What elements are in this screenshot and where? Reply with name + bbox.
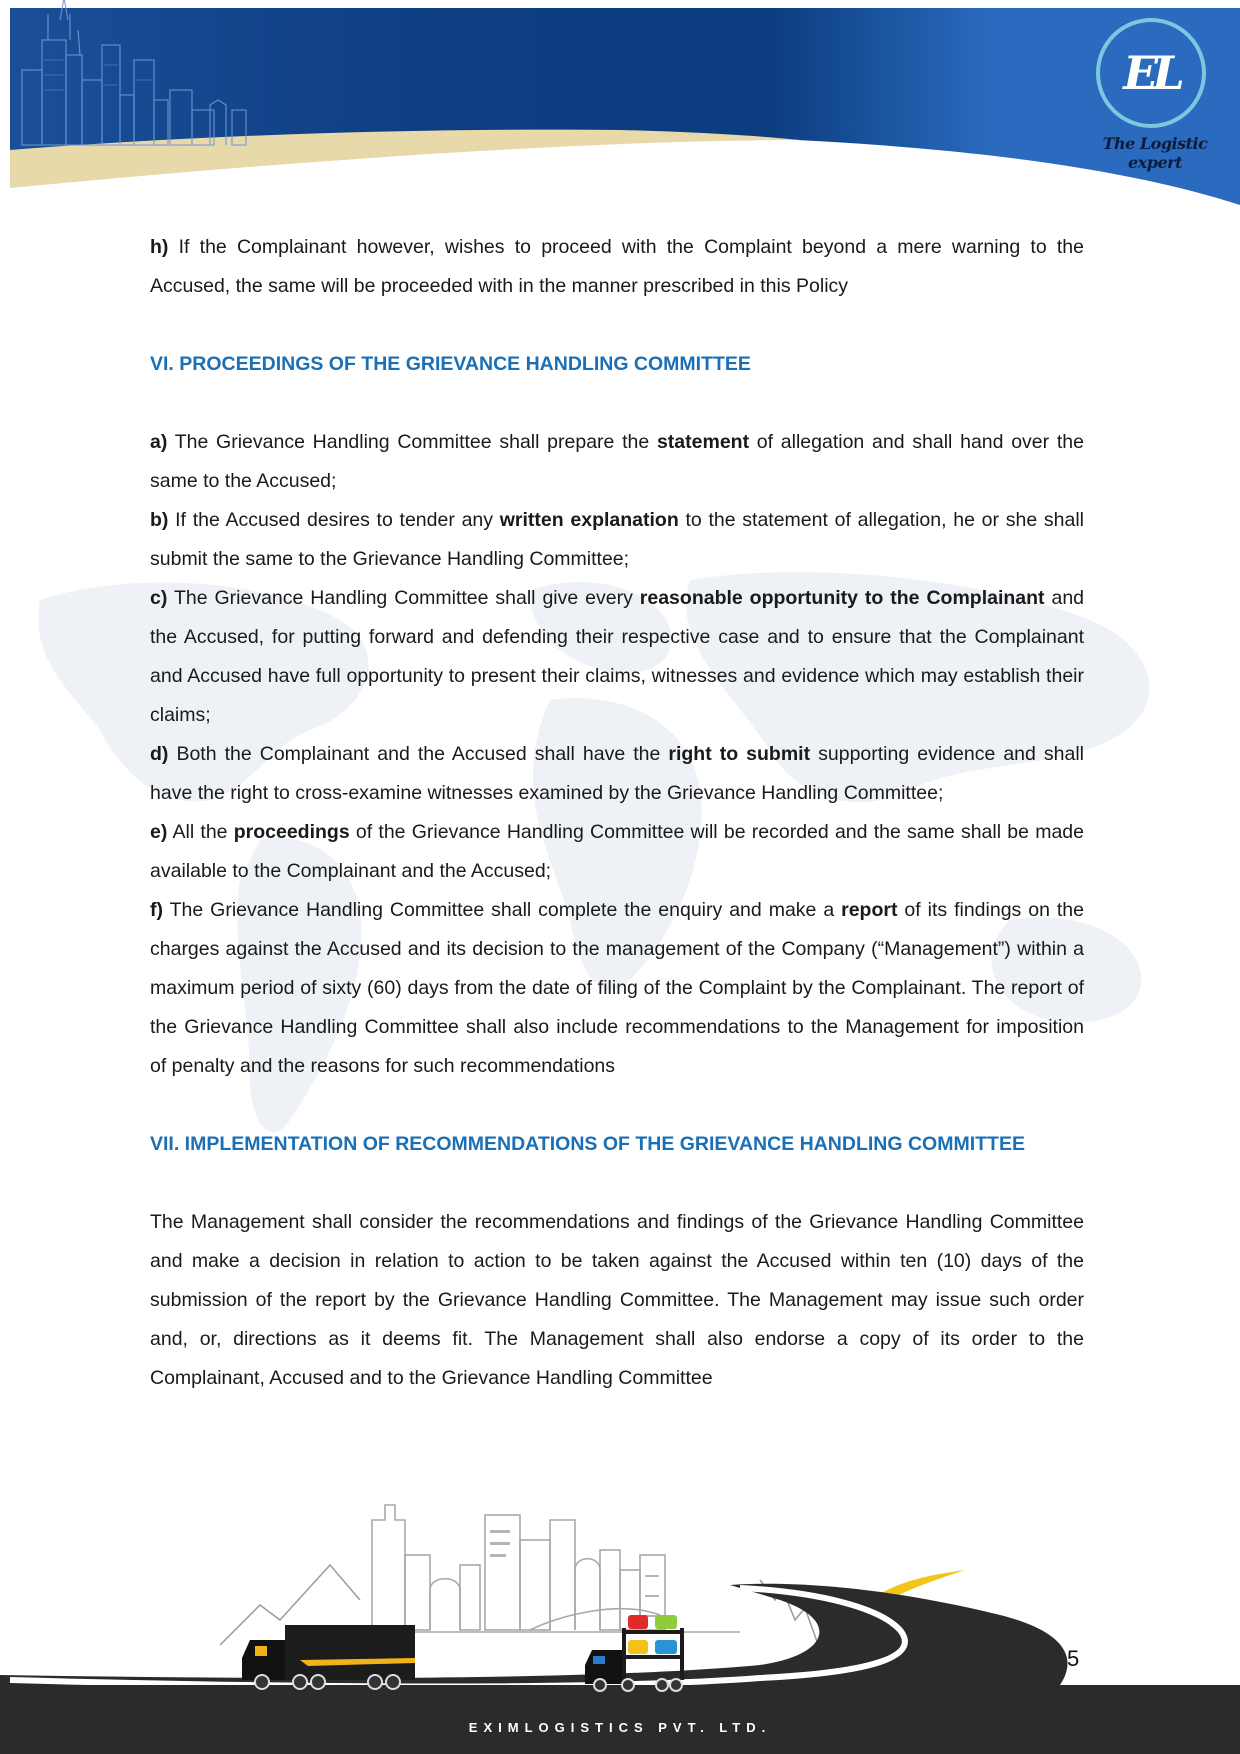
- footer-company-name: EXIMLOGISTICS PVT. LTD.: [468, 1720, 772, 1735]
- clause-emphasis: right to submit: [668, 743, 811, 765]
- clause-label: e): [150, 821, 168, 843]
- clause-b: [150, 501, 1084, 579]
- page-header-banner: [0, 0, 1240, 215]
- clause-label: d): [150, 743, 169, 765]
- clause-emphasis: report: [841, 899, 898, 921]
- page-number: 5: [1067, 1646, 1080, 1671]
- clause-a: [150, 423, 1084, 501]
- clause-e: [150, 813, 1084, 891]
- section-heading-vi: VI. PROCEEDINGS OF THE GRIEVANCE HANDLING COMMITTEE: [150, 353, 751, 375]
- clause-label: f): [150, 899, 163, 921]
- clause-text: of allegation and shall hand over the same to the Accused;: [150, 431, 1084, 492]
- logo-tagline: The Logistic expert: [1102, 134, 1208, 172]
- clause-emphasis: written explanation: [499, 509, 679, 531]
- clause-label: a): [150, 431, 168, 453]
- clause-text: Both the Complainant and the Accused shall have the: [176, 743, 669, 765]
- clause-emphasis: reasonable opportunity to the Complainant: [639, 587, 1045, 609]
- company-logo: [1096, 18, 1206, 128]
- clause-label: h): [150, 236, 169, 258]
- clause-label: c): [150, 587, 168, 609]
- footer-road-trucks-graphic: [0, 1480, 1240, 1754]
- clause-text: The Grievance Handling Committee shall prepare the: [174, 431, 657, 453]
- clause-emphasis: statement: [656, 431, 750, 453]
- clause-text: to the statement of allegation, he or she shall submit the same to the Grievance Handling Committee;: [150, 509, 1084, 570]
- section-vii-paragraph: The Management shall consider the recommendations and findings of the Grievance Handling Committee and make a decision in relation to action to be taken against the Accused within ten (10) days of the submission of the report by the Grievance Handling Committee. The Management may issue such order and, or, directions as it deems fit. The Management shall also endorse a copy of its order to the Complainant, Accused and to the Grievance Handling Committee: [150, 1211, 1084, 1389]
- clause-text: The Grievance Handling Committee shall give every: [173, 587, 640, 609]
- clause-text: of the Grievance Handling Committee will be recorded and the same shall be made available to the Complainant and the Accused;: [150, 821, 1084, 882]
- clause-f: [150, 891, 1084, 1086]
- clause-text: The Grievance Handling Committee shall complete the enquiry and make a: [169, 899, 842, 921]
- clause-text: All the: [172, 821, 234, 843]
- clause-text: If the Accused desires to tender any: [175, 509, 500, 531]
- clause-d: [150, 735, 1084, 813]
- clause-emphasis: proceedings: [233, 821, 350, 843]
- header-skyline-graphic: [0, 0, 1240, 215]
- clause-text: of its findings on the charges against the Accused and its decision to the management of the Company (“Management”) within a maximum period of sixty (60) days from the date of filing of the Complaint by the Complainant. The report of the Grievance Handling Committee shall also include recommendations to the Management for imposition of penalty and the reasons for such recommendations: [150, 899, 1084, 1077]
- section-heading-vii: VII. IMPLEMENTATION OF RECOMMENDATIONS OF THE GRIEVANCE HANDLING COMMITTEE: [150, 1133, 1025, 1155]
- document-body: [150, 228, 1084, 1398]
- clause-text: If the Complainant however, wishes to proceed with the Complaint beyond a mere warning to the Accused, the same will be proceeded with in the manner prescribed in this Policy: [150, 236, 1084, 297]
- page-footer-banner: [0, 1480, 1240, 1754]
- clause-label: b): [150, 509, 169, 531]
- clause-c: [150, 579, 1084, 735]
- clause-text: and the Accused, for putting forward and defending their respective case and to ensure that the Complainant and Accused have full opportunity to present their claims, witnesses and evidence which may establish their claims;: [150, 587, 1085, 726]
- truck-icon: [242, 1625, 415, 1689]
- clause-h: [150, 228, 1084, 306]
- logo-monogram: EL: [1123, 46, 1179, 100]
- clause-text: supporting evidence and shall have the right to cross-examine witnesses examined by the Grievance Handling Committee;: [150, 743, 1085, 804]
